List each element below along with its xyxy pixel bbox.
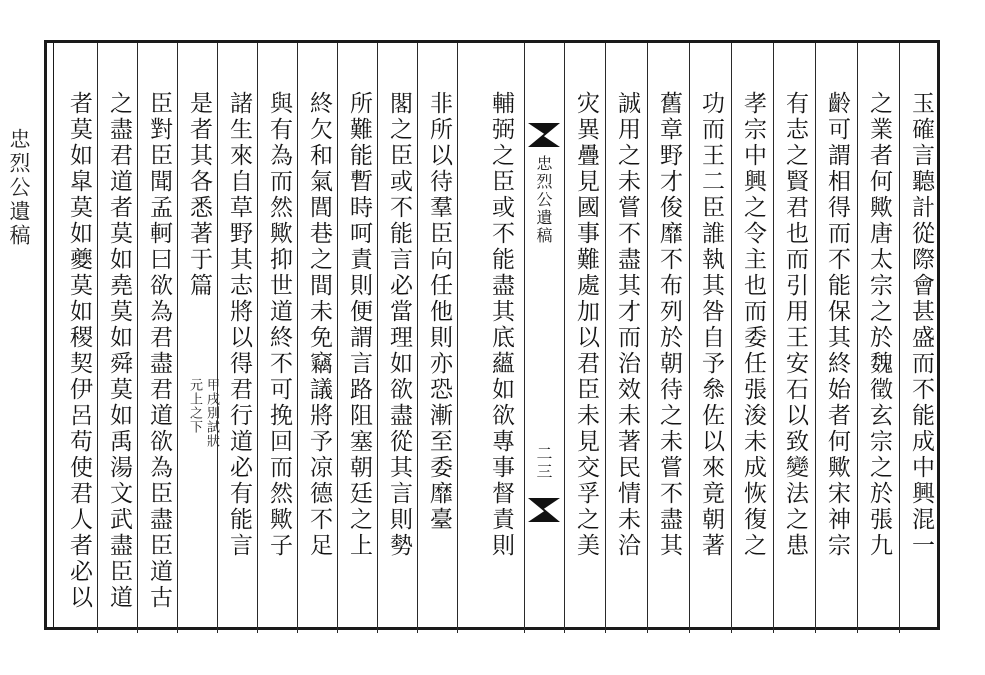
- text-column: 孝宗中興之令主也而委任張浚未成恢復之: [740, 91, 766, 559]
- text-column: 功而王二臣誰執其咎自予叅佐以來竟朝著: [698, 91, 724, 559]
- text-column: 輔弼之臣或不能盡其底蘊如欲專事督責則: [488, 91, 514, 559]
- column-rule: [647, 43, 648, 633]
- column-rule: [564, 43, 565, 633]
- document-page: [44, 40, 940, 630]
- column-rule: [377, 43, 378, 633]
- text-column: 舊章野才俊靡不布列於朝待之未嘗不盡其: [656, 91, 682, 559]
- column-rule: [137, 43, 138, 633]
- text-column: 誠用之未嘗不盡其才而治效未著民情未洽: [614, 91, 640, 559]
- column-rule: [297, 43, 298, 633]
- page-frame: [53, 43, 937, 627]
- text-column: 者莫如皐莫如夔莫如稷契伊呂苟使君人者必以: [66, 91, 92, 611]
- column-rule: [177, 43, 178, 633]
- text-column: 非所以待羣臣向任他則亦恐漸至委靡臺: [426, 91, 452, 533]
- text-column: 是者其各悉著于篇: [186, 91, 212, 299]
- center-fold: [524, 43, 564, 633]
- text-column: 灾異疊見國事難處加以君臣未見交孚之美: [573, 91, 599, 559]
- text-column: 所難能暫時呵責則便謂言路阻塞朝廷之上: [346, 91, 372, 559]
- annotation-note: 甲戌別試狀: [204, 378, 219, 448]
- annotation-note: 元上之下: [187, 378, 202, 434]
- column-rule: [417, 43, 418, 633]
- fish-tail-ornament-top: [528, 123, 560, 147]
- text-column: 諸生來自草野其志將以得君行道必有能言: [226, 91, 252, 559]
- column-rule: [97, 43, 98, 633]
- column-rule: [217, 43, 218, 633]
- column-rule: [257, 43, 258, 633]
- column-rule: [337, 43, 338, 633]
- column-rule: [899, 43, 900, 633]
- text-column: 與有為而然歟抑世道終不可挽回而然歟子: [266, 91, 292, 559]
- fish-tail-ornament-bottom: [528, 498, 560, 522]
- column-rule: [815, 43, 816, 633]
- column-rule: [457, 43, 458, 633]
- text-column: 齡可謂相得而不能保其終始者何歟宋神宗: [824, 91, 850, 559]
- column-rule: [605, 43, 606, 633]
- side-title: 忠烈公遺稿: [7, 128, 31, 248]
- text-column: 有志之賢君也而引用王安石以致變法之患: [782, 91, 808, 559]
- text-column: 閣之臣或不能言必當理如欲盡從其言則勢: [386, 91, 412, 559]
- page-number: 二三: [534, 445, 553, 481]
- text-column: 終欠和氣閭巷之間未免竊議將予凉德不足: [306, 91, 332, 559]
- column-rule: [857, 43, 858, 633]
- text-column: 玉確言聽計從際會甚盛而不能成中興混一: [908, 91, 934, 559]
- column-rule: [689, 43, 690, 633]
- center-fold-title: 忠烈公遺稿: [534, 155, 553, 245]
- text-column: 之盡君道者莫如堯莫如舜莫如禹湯文武盡臣道: [106, 91, 132, 611]
- text-column: 之業者何歟唐太宗之於魏徵玄宗之於張九: [866, 91, 892, 559]
- column-rule: [773, 43, 774, 633]
- text-column: 臣對臣聞孟軻曰欲為君盡君道欲為臣盡臣道古: [146, 91, 172, 611]
- column-rule: [731, 43, 732, 633]
